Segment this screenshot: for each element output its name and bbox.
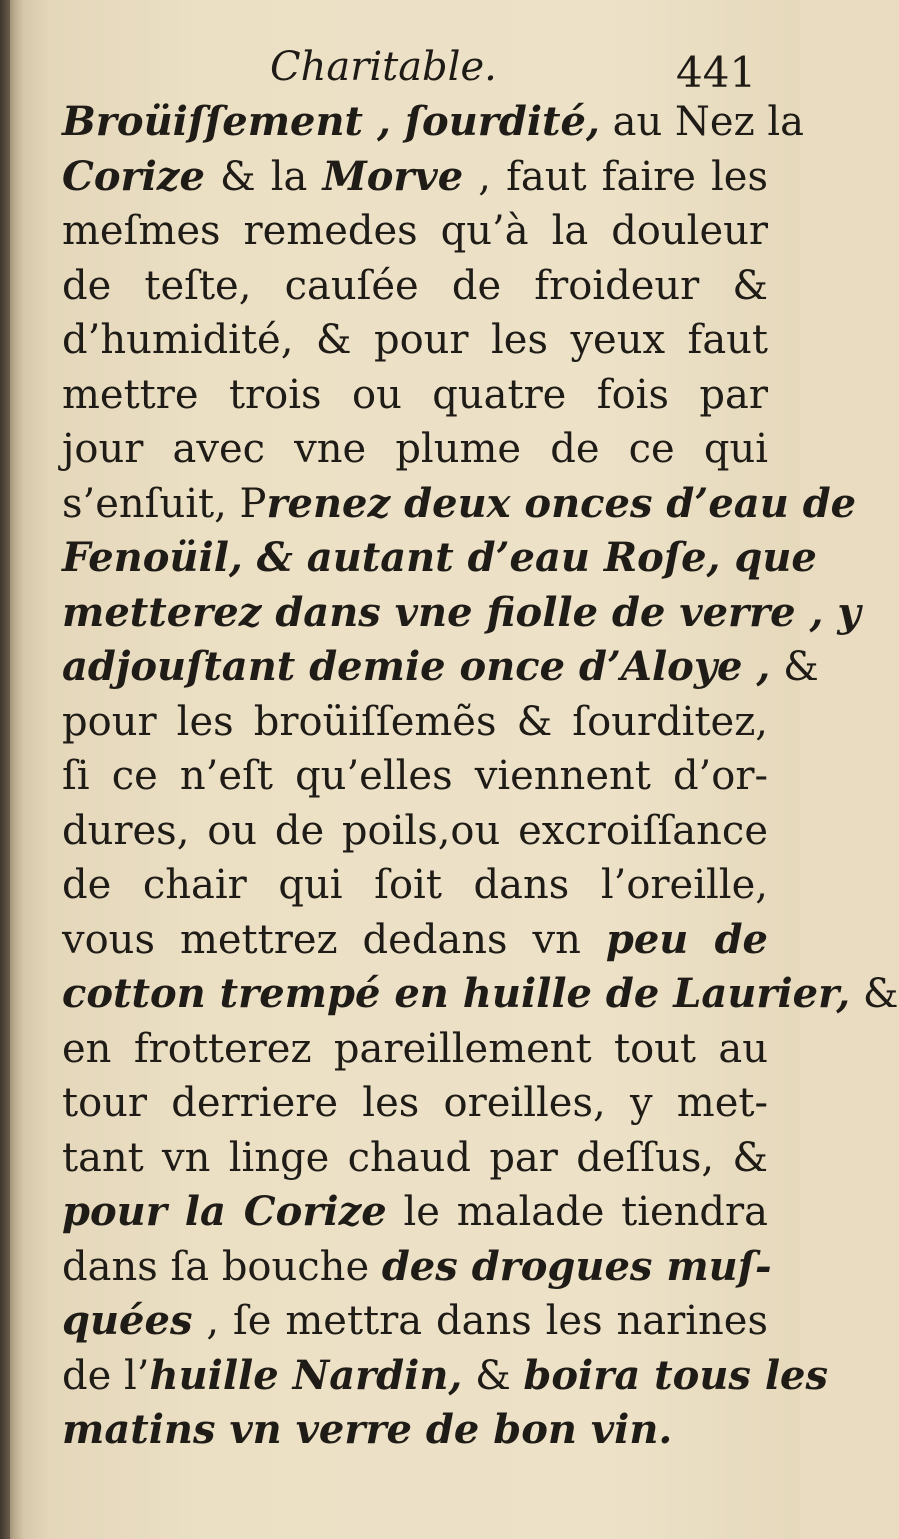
- text-line: [62, 1185, 768, 1240]
- roman-segment: au Nez la: [599, 99, 805, 145]
- text-line: [62, 204, 768, 259]
- roman-segment: & la: [204, 153, 323, 200]
- roman-segment: le malade tiendra: [386, 1189, 769, 1235]
- roman-segment: jour avec vne plume de ce qui: [62, 426, 768, 472]
- body-text: [62, 95, 899, 1458]
- running-title: Charitable.: [270, 44, 497, 90]
- roman-segment: dures, ou de poils,ou excroiſſance: [62, 807, 768, 854]
- text-line: [62, 95, 805, 150]
- text-line: [62, 695, 768, 750]
- text-line: [62, 640, 819, 695]
- text-line: [62, 150, 768, 205]
- text-line: [62, 531, 817, 586]
- italic-segment: pour la Corize: [62, 1188, 387, 1235]
- roman-segment: , ſe mettra dans les narines: [192, 1298, 768, 1344]
- roman-segment: d’humidité, & pour les yeux faut: [62, 317, 768, 363]
- text-line: [62, 1294, 768, 1349]
- italic-segment: huille Nardin,: [149, 1351, 463, 1399]
- italic-segment: peu de: [605, 915, 768, 963]
- text-line: [62, 858, 768, 913]
- text-line: [62, 259, 768, 314]
- text-line: [62, 1403, 768, 1458]
- italic-segment: Broüiſſement , ſourdité,: [62, 98, 600, 145]
- italic-segment: cotton trempé en huille de Laurier,: [62, 970, 851, 1017]
- italic-segment: boira tous les: [523, 1351, 829, 1399]
- italic-segment: quées: [62, 1297, 193, 1344]
- roman-segment: tant vn linge chaud par deſſus, &: [62, 1134, 768, 1181]
- italic-segment: metterez dans vne fiolle de verre , y: [62, 588, 861, 636]
- text-line: [62, 368, 768, 423]
- page-number: 441: [676, 48, 757, 97]
- text-line: [62, 749, 768, 804]
- text-line: [62, 1240, 772, 1295]
- italic-segment: Morve: [322, 152, 464, 200]
- roman-segment: tour derriere les oreilles, y met-: [62, 1080, 768, 1126]
- roman-segment: dans ſa bouche: [62, 1243, 382, 1290]
- italic-segment: Fenoüil, & autant d’eau Roſe, que: [62, 534, 817, 581]
- text-line: [62, 1349, 829, 1404]
- book-spine-shadow: [0, 0, 10, 1539]
- text-line: [62, 422, 768, 477]
- text-line: [62, 804, 768, 859]
- roman-segment: de teſte, cauſée de froideur &: [62, 262, 768, 309]
- italic-segment: Corize: [62, 152, 205, 200]
- text-line: [62, 586, 861, 641]
- italic-segment: des drogues muſ-: [381, 1242, 772, 1290]
- roman-segment: mettre trois ou quatre fois par: [62, 371, 768, 418]
- roman-segment: s’enſuit, P: [62, 480, 267, 527]
- roman-segment: vous mettrez dedans vn: [62, 916, 606, 963]
- roman-segment: , faut faire les: [463, 153, 768, 200]
- roman-segment: de l’: [62, 1352, 150, 1399]
- text-line: [62, 967, 899, 1022]
- text-line: [62, 1022, 768, 1077]
- roman-segment: ſi ce n’eſt qu’elles viennent d’or-: [62, 753, 768, 799]
- text-line: [62, 913, 768, 968]
- text-line: [62, 313, 768, 368]
- roman-segment: &: [850, 971, 899, 1017]
- text-line: [62, 1131, 768, 1186]
- roman-segment: en frotterez pareillement tout au: [62, 1025, 768, 1072]
- italic-segment: renez deux onces d’eau de: [266, 479, 857, 527]
- italic-segment: matins vn verre de bon vin.: [62, 1406, 673, 1453]
- roman-segment: meſmes remedes qu’à la douleur: [62, 208, 768, 254]
- roman-segment: de chair qui ſoit dans l’oreille,: [62, 862, 768, 908]
- roman-segment: &: [770, 644, 819, 690]
- italic-segment: adjouſtant demie once d’Aloye ,: [62, 643, 771, 690]
- text-line: [62, 477, 857, 532]
- roman-segment: &: [462, 1352, 524, 1399]
- roman-segment: pour les broüiſſemẽs & ſourditez,: [62, 698, 768, 745]
- text-line: [62, 1076, 768, 1131]
